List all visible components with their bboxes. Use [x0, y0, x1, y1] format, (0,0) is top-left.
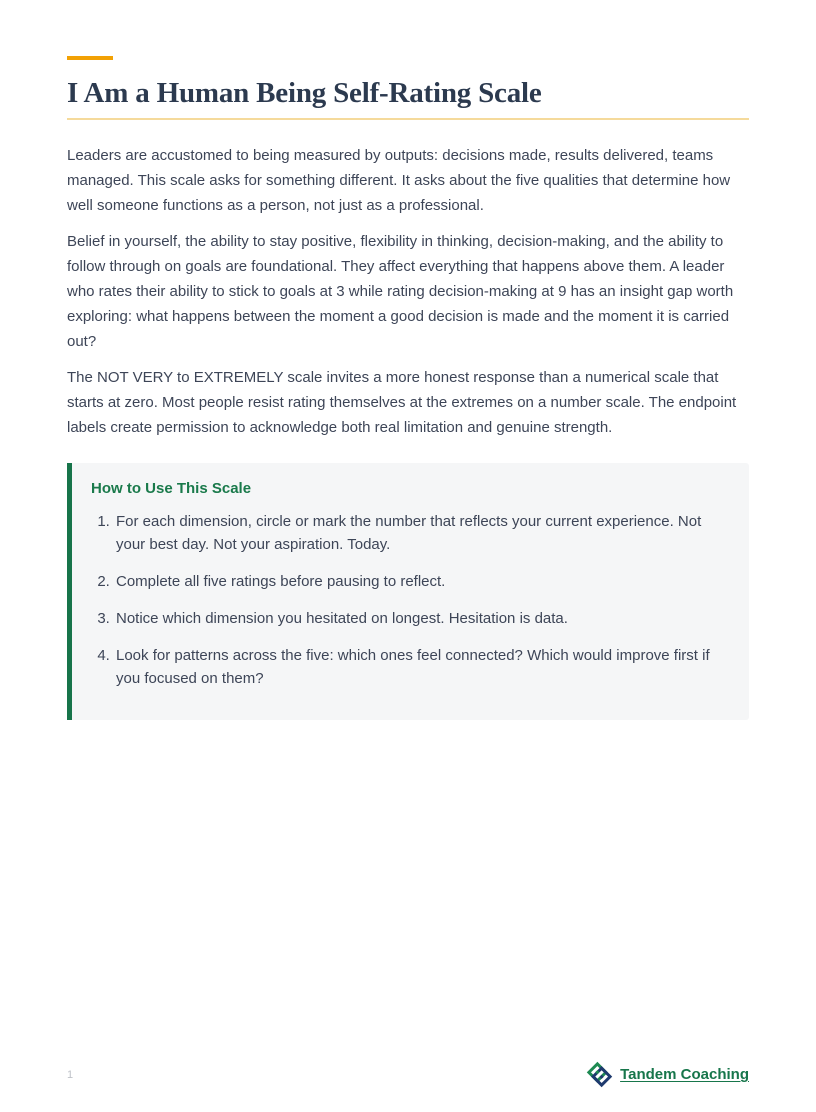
accent-bar [67, 56, 113, 60]
brand-name: Tandem Coaching [620, 1066, 749, 1083]
intro-text [67, 143, 749, 440]
brand-link[interactable] [586, 1061, 749, 1088]
list-item: 2. Complete all five ratings before pausing to reflect. [114, 570, 723, 593]
page-footer [67, 1061, 749, 1088]
title-divider [67, 118, 749, 120]
paragraph-scale-labels: The NOT VERY to EXTREMELY scale invites a more honest response than a numerical scale that starts at zero. Most people resist rating themselves at the extremes on a number scale. The endpoint labels create permission to acknowledge both real limitation and genuine strength. [67, 369, 737, 437]
how-to-use-callout [67, 463, 749, 720]
document-page [0, 56, 816, 440]
page-title: I Am a Human Being Self-Rating Scale [67, 77, 542, 109]
instructions-list [91, 510, 723, 690]
list-item: 3. Notice which dimension you hesitated on longest. Hesitation is data. [114, 607, 723, 630]
paragraph-foundational: Belief in yourself, the ability to stay positive, flexibility in thinking, decision-making, and the ability to follow through on goals are foundational. They affect everything that happens above them. A leader who rates their ability to stick to goals at 3 while rating decision-making at 9 has an insight gap worth exploring: what happens between the moment a good decision is made and the moment it is carried out? [67, 233, 734, 351]
paragraph-outputs: Leaders are accustomed to being measured by outputs: decisions made, results delivered, teams managed. This scale asks for something different. It asks about the five qualities that determine how well someone functions as a person, not just as a professional. [67, 147, 731, 215]
page-number: 1 [67, 1068, 74, 1081]
callout-heading: How to Use This Scale [91, 480, 252, 498]
interlocking-diamonds-icon [586, 1061, 613, 1088]
list-item: 1. For each dimension, circle or mark the number that reflects your current experience. Not your best day. Not your aspiration. Today. [114, 510, 723, 556]
list-item: 4. Look for patterns across the five: which ones feel connected? Which would improve first if you focused on them? [114, 644, 723, 690]
